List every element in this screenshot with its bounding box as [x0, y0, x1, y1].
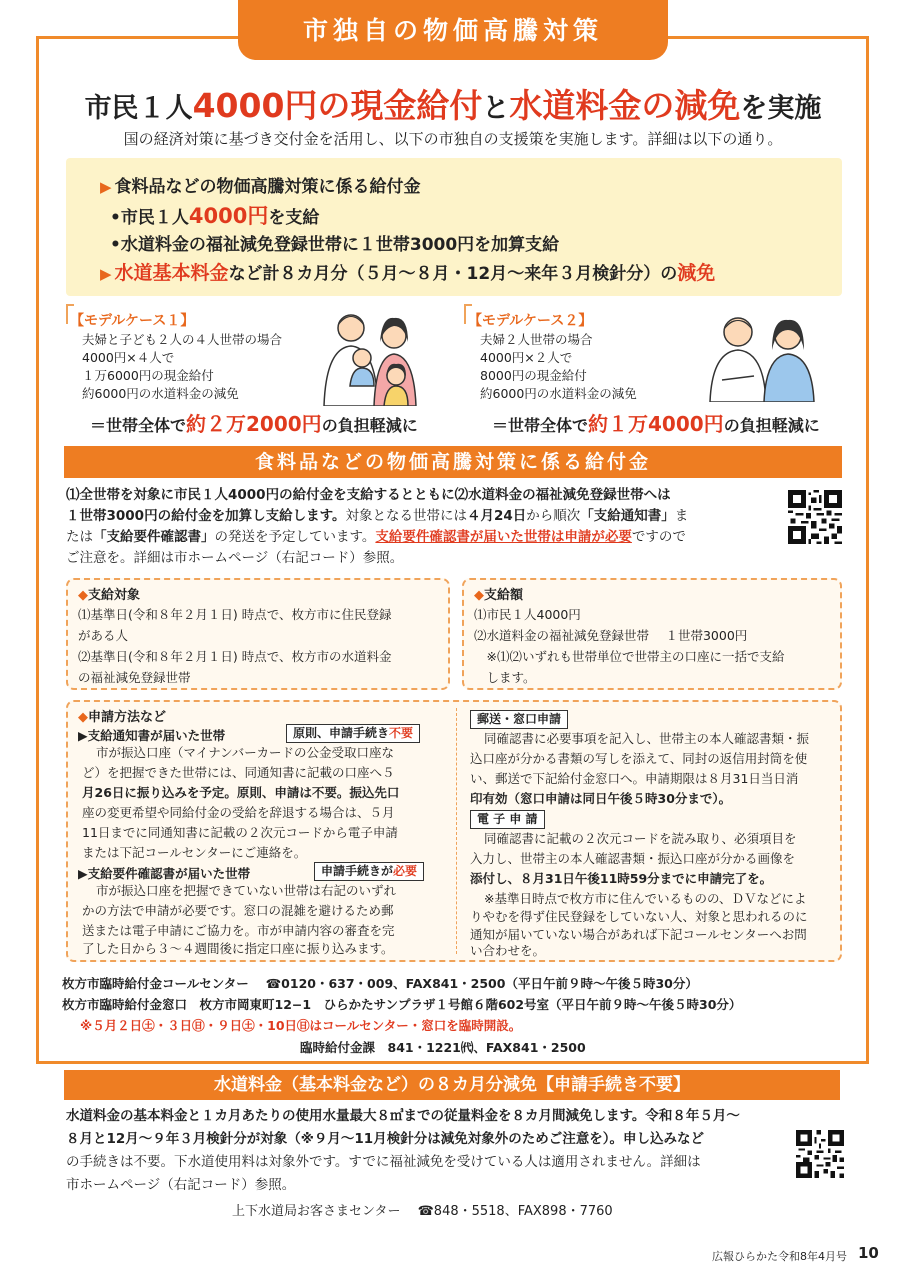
- e-line: 入力し、世帯主の本人確認書類・振込口座が分かる画像を: [470, 851, 796, 866]
- triangle-icon: ▶: [100, 265, 112, 283]
- e-line: ※基準日時点で枚方市に住んでいるものの、ＤＶなどによ: [484, 891, 807, 906]
- amount-line: します。: [474, 670, 536, 685]
- apply-line: 座の変更希望や同給付金の受給を辞退する場合は、５月: [82, 805, 395, 820]
- amount-box-title: ◆支給額: [474, 588, 524, 603]
- section1-para-line1: ⑴全世帯を対象に市民１人4000円の給付金を支給するとともに⑵水道料金の福祉減免登録世帯へは: [66, 487, 671, 503]
- headline-post: を実施: [740, 93, 822, 124]
- contact-benefit-section: 臨時給付金課 841・1221㈹、FAX841・2500: [300, 1040, 586, 1055]
- headline: [40, 80, 866, 127]
- e-line: 添付し、８月31日午後11時59分までに申請完了を。: [470, 871, 773, 886]
- model1-result: ＝世帯全体で約２万2000円の負担軽減に: [90, 412, 418, 436]
- page-title: 市独自の物価高騰対策: [238, 0, 668, 60]
- target-line: の福祉減免登録世帯: [78, 670, 191, 685]
- section1-para-line4: ご注意を。詳細は市ホームページ（右記コード）参照。: [66, 550, 404, 566]
- target-line: ⑵基準日(令和８年２月１日) 時点で、枚方市の水道料金: [78, 649, 392, 664]
- headline-mid: と: [482, 93, 510, 124]
- model2-line: 4000円×２人で: [480, 350, 573, 365]
- summary-line1: ▶ 食料品などの物価高騰対策に係る給付金: [100, 177, 421, 197]
- couple-illustration: [706, 310, 826, 402]
- headline-amount: 4000円の現金給付: [192, 86, 483, 125]
- tag-required: 申請手続きが必要: [314, 862, 424, 881]
- e-line: 通知が届いていない場合があれば下記コールセンターへお問: [470, 927, 807, 942]
- apply-sub2: ▶支給要件確認書が届いた世帯: [78, 866, 251, 881]
- model1-title: 【モデルケース１】: [70, 313, 195, 329]
- target-box-title: ◆支給対象: [78, 588, 141, 603]
- section2-line: の手続きは不要。下水道使用料は対象外です。すでに福祉減免を受けている人は適用されません。詳細は: [66, 1154, 701, 1170]
- amount-line: ※⑴⑵いずれも世帯単位で世帯主の口座に一括で支給: [474, 649, 785, 664]
- e-line: い合わせを。: [470, 943, 546, 958]
- target-line: ⑴基準日(令和８年２月１日) 時点で、枚方市に住民登録: [78, 607, 392, 622]
- headline-pre: 市民１人: [84, 93, 193, 124]
- apply-line: 了した日から３～４週間後に指定口座に振り込みます。: [82, 941, 394, 956]
- section1-bar: 食料品などの物価高騰対策に係る給付金: [64, 446, 842, 478]
- mail-line: 同確認書に必要事項を記入し、世帯主の本人確認書類・振: [484, 731, 810, 746]
- tag-e-application: 電 子 申 請: [470, 810, 545, 829]
- amount-line: ⑵水道料金の福祉減免登録世帯 １世帯3000円: [474, 628, 748, 643]
- apply-box-divider: [456, 708, 457, 954]
- summary-line4: ▶ 水道基本料金など計８カ月分（５月～８月・12月～来年３月検針分）の減免: [100, 262, 716, 284]
- e-line: 同確認書に記載の２次元コードを読み取り、必須項目を: [484, 831, 797, 846]
- contact-special-hours: ※５月２日㊏・３日㊐・９日㊏・10日㊐はコールセンター・窓口を臨時開設。: [80, 1018, 522, 1033]
- section2-line: 市ホームページ（右記コード）参照。: [66, 1177, 296, 1193]
- qr-code[interactable]: [796, 1130, 844, 1178]
- apply-line: 月26日に振り込みを予定。原則、申請は不要。振込先口: [82, 785, 400, 800]
- page-number: 10: [858, 1244, 879, 1262]
- section2-line: ８月と12月～９年３月検針分が対象（※９月～11月検針分は減免対象外のためご注意を）。申し込みなど: [66, 1131, 704, 1147]
- model1-line: 夫婦と子ども２人の４人世帯の場合: [82, 332, 283, 347]
- contact-water: 上下水道局お客さまセンター ☎848・5518、FAX898・7760: [232, 1204, 613, 1219]
- mail-line: い、郵送で下記給付金窓口へ。申請期限は８月31日当日消: [470, 771, 799, 786]
- section1-para-line2: １世帯3000円の給付金を加算し支給します。対象となる世帯には４月24日から順次「支給通知書」ま: [66, 508, 689, 524]
- summary-box: [66, 158, 842, 296]
- model2-line: 夫婦２人世帯の場合: [480, 332, 593, 347]
- section2-bar: 水道料金（基本料金など）の８カ月分減免【申請手続き不要】: [64, 1070, 840, 1100]
- summary-line3: •水道料金の福祉減免登録世帯に１世帯3000円を加算支給: [110, 235, 560, 255]
- summary-line2: •市民１人4000円を支給: [110, 204, 320, 228]
- model1-line: 4000円×４人で: [82, 350, 175, 365]
- subline: 国の経済対策に基づき交付金を活用し、以下の市独自の支援策を実施します。詳細は以下の通り。: [123, 130, 783, 148]
- apply-line: かの方法で申請が必要です。窓口の混雑を避けるため郵: [82, 903, 394, 918]
- model2-title: 【モデルケース２】: [468, 313, 593, 329]
- mail-line: 印有効（窓口申請は同日午後５時30分まで）。: [470, 791, 732, 806]
- section2-line: 水道料金の基本料金と１カ月あたりの使用水量最大８㎥までの従量料金を８カ月間減免します。令和８年５月～: [66, 1108, 740, 1124]
- model2-result: ＝世帯全体で約１万4000円の負担軽減に: [492, 412, 820, 436]
- apply-line: 11日までに同通知書に記載の２次元コードから電子申請: [82, 825, 398, 840]
- apply-sub1: ▶支給通知書が届いた世帯: [78, 728, 226, 743]
- model1-line: １万6000円の現金給付: [82, 368, 214, 383]
- amount-line: ⑴市民１人4000円: [474, 607, 581, 622]
- tag-mail-window: 郵送・窓口申請: [470, 710, 568, 729]
- mail-line: 込口座が分かる書類の写しを添えて、同封の返信用封筒を使: [470, 751, 808, 766]
- target-line: がある人: [78, 628, 129, 643]
- headline-water: 水道料金の減免: [509, 86, 741, 125]
- section1-para-line3: たは「支給要件確認書」の発送を予定しています。支給要件確認書が届いた世帯は申請が必要ですので: [66, 529, 686, 545]
- tag-not-required: 原則、申請手続き不要: [286, 724, 420, 743]
- e-line: りやむを得ず住民登録をしていない人、対象と思われるのに: [470, 909, 808, 924]
- apply-line: ど）を把握できた世帯には、同通知書に記載の口座へ５: [82, 765, 395, 780]
- contact-call-center: 枚方市臨時給付金コールセンター ☎0120・637・009、FAX841・2500（平日午前９時～午後５時30分）: [62, 976, 698, 991]
- apply-line: 市が振込口座を把握できていない世帯は右記のいずれ: [96, 883, 397, 898]
- apply-line: または下記コールセンターにご連絡を。: [82, 845, 307, 860]
- apply-line: 市が振込口座（マイナンバーカードの公金受取口座な: [96, 745, 395, 760]
- qr-code[interactable]: [788, 490, 842, 544]
- model1-line: 約6000円の水道料金の減免: [82, 386, 239, 401]
- apply-box-title: ◆申請方法など: [78, 710, 167, 725]
- triangle-icon: ▶: [100, 178, 112, 196]
- family-of-four-illustration: [316, 306, 426, 406]
- model2-line: 8000円の現金給付: [480, 368, 587, 383]
- apply-line: 送または電子申請にご協力を。市が申請内容の審査を完: [82, 923, 395, 938]
- contact-window: 枚方市臨時給付金窓口 枚方市岡東町12−1 ひらかたサンプラザ１号館６階602号室（平日午前９時～午後５時30分）: [62, 997, 742, 1012]
- model2-line: 約6000円の水道料金の減免: [480, 386, 637, 401]
- footer-issue: 広報ひらかた令和8年4月号: [712, 1250, 847, 1263]
